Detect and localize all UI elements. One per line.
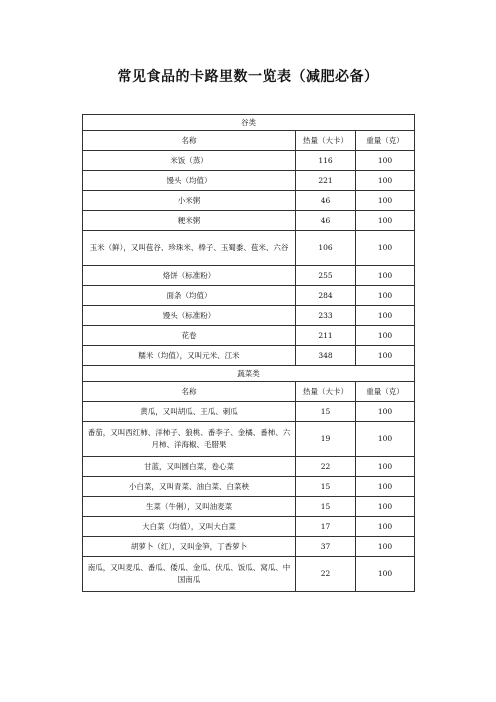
food-name: 甘蓝，又叫圆白菜，卷心菜 <box>83 457 296 477</box>
table-row <box>83 191 415 211</box>
food-name: 玉米（鲜），又叫苞谷、珍珠米、棒子、玉蜀黍、苞米、六谷 <box>83 231 296 266</box>
food-calories: 255 <box>296 266 356 286</box>
table-row <box>83 402 415 422</box>
table-row <box>83 151 415 171</box>
food-name: 糯米（均值），又叫元米、江米 <box>83 346 296 366</box>
food-weight: 100 <box>356 422 415 457</box>
food-calories: 19 <box>296 422 356 457</box>
section-header-grains <box>83 115 415 131</box>
food-weight: 100 <box>356 231 415 266</box>
food-name: 黄瓜，又叫胡瓜、王瓜、刺瓜 <box>83 402 296 422</box>
column-header-weight: 重量（克） <box>356 131 415 151</box>
food-weight: 100 <box>356 517 415 537</box>
food-weight: 100 <box>356 537 415 557</box>
food-weight: 100 <box>356 151 415 171</box>
food-weight: 100 <box>356 191 415 211</box>
column-header-name: 名称 <box>83 382 296 402</box>
table-row <box>83 326 415 346</box>
food-calories: 15 <box>296 497 356 517</box>
section-label: 谷类 <box>83 115 415 131</box>
table-row <box>83 497 415 517</box>
section-header-vegetables <box>83 366 415 382</box>
food-name: 花卷 <box>83 326 296 346</box>
food-calories: 22 <box>296 457 356 477</box>
food-calories: 46 <box>296 211 356 231</box>
column-header-calories: 热量（大卡） <box>296 131 356 151</box>
food-weight: 100 <box>356 457 415 477</box>
food-calories: 15 <box>296 402 356 422</box>
column-header-calories: 热量（大卡） <box>296 382 356 402</box>
table-row <box>83 477 415 497</box>
table-row <box>83 537 415 557</box>
food-weight: 100 <box>356 497 415 517</box>
food-calories: 284 <box>296 286 356 306</box>
table-row <box>83 306 415 326</box>
table-row <box>83 231 415 266</box>
food-name: 南瓜，又叫麦瓜、番瓜、倭瓜、金瓜、伏瓜、饭瓜、窝瓜、中国南瓜 <box>83 557 296 592</box>
food-name: 小白菜，又叫青菜、油白菜、白菜秧 <box>83 477 296 497</box>
food-calories: 37 <box>296 537 356 557</box>
food-weight: 100 <box>356 402 415 422</box>
food-weight: 100 <box>356 326 415 346</box>
column-header-name: 名称 <box>83 131 296 151</box>
food-calories: 348 <box>296 346 356 366</box>
food-calories: 116 <box>296 151 356 171</box>
food-calories: 221 <box>296 171 356 191</box>
column-header-row <box>83 131 415 151</box>
food-name: 胡萝卜（红），又叫金笋，丁香萝卜 <box>83 537 296 557</box>
food-calories: 233 <box>296 306 356 326</box>
calorie-table <box>82 114 415 592</box>
food-name: 粳米粥 <box>83 211 296 231</box>
column-header-weight: 重量（克） <box>356 382 415 402</box>
table-row <box>83 457 415 477</box>
food-weight: 100 <box>356 557 415 592</box>
food-calories: 17 <box>296 517 356 537</box>
food-weight: 100 <box>356 477 415 497</box>
food-weight: 100 <box>356 286 415 306</box>
table-row <box>83 171 415 191</box>
food-name: 生菜（牛俐），又叫油麦菜 <box>83 497 296 517</box>
food-name: 小米粥 <box>83 191 296 211</box>
table-row <box>83 422 415 457</box>
food-weight: 100 <box>356 171 415 191</box>
food-weight: 100 <box>356 306 415 326</box>
table-row <box>83 286 415 306</box>
food-weight: 100 <box>356 346 415 366</box>
food-name: 大白菜（均值），又叫大白菜 <box>83 517 296 537</box>
table-row <box>83 266 415 286</box>
food-name: 番茄，又叫西红柿、洋柿子、狼桃、番李子、金橘、番柿、六月柿、洋海椒、毛腊果 <box>83 422 296 457</box>
food-weight: 100 <box>356 266 415 286</box>
food-name: 烙饼（标准粉） <box>83 266 296 286</box>
food-name: 馒头（标准粉） <box>83 306 296 326</box>
table-row <box>83 517 415 537</box>
page-title: 常见食品的卡路里数一览表（减肥必备） <box>117 69 379 85</box>
food-name: 面条（均值） <box>83 286 296 306</box>
table-row <box>83 211 415 231</box>
food-calories: 211 <box>296 326 356 346</box>
food-name: 馒头（均值） <box>83 171 296 191</box>
food-name: 米饭（蒸） <box>83 151 296 171</box>
food-calories: 106 <box>296 231 356 266</box>
food-calories: 22 <box>296 557 356 592</box>
food-calories: 46 <box>296 191 356 211</box>
table-row <box>83 557 415 592</box>
food-weight: 100 <box>356 211 415 231</box>
food-calories: 15 <box>296 477 356 497</box>
table-row <box>83 346 415 366</box>
column-header-row <box>83 382 415 402</box>
section-label: 蔬菜类 <box>83 366 415 382</box>
